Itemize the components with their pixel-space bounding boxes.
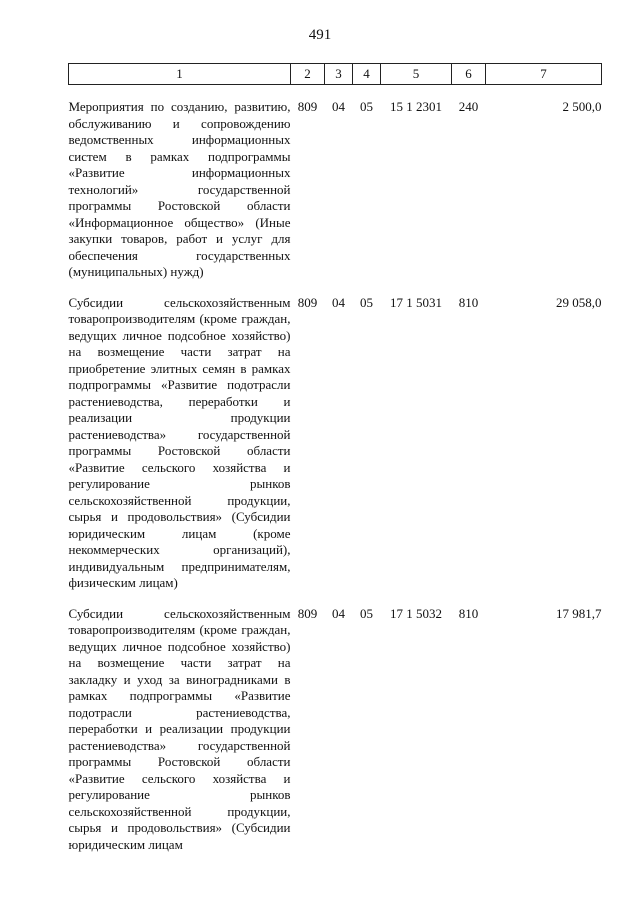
header-col-7: 7 (486, 64, 602, 85)
table-row (69, 295, 602, 592)
row-target-item: 17 1 5031 (390, 294, 442, 310)
header-col-5: 5 (381, 64, 452, 85)
budget-table (68, 63, 602, 853)
row-amount: 29 058,0 (556, 294, 602, 310)
row-expense-type: 810 (458, 294, 479, 310)
row-expense-type: 240 (458, 99, 479, 114)
header-col-1: 1 (69, 64, 291, 85)
column-number-header (69, 64, 602, 85)
row-subsection-code: 05 (360, 99, 373, 114)
row-subsection-code: 05 (360, 605, 373, 621)
row-subsection-code: 05 (360, 294, 373, 310)
row-section-code: 04 (332, 294, 345, 310)
row-section-code: 04 (332, 605, 345, 621)
header-col-6: 6 (452, 64, 486, 85)
header-col-4: 4 (353, 64, 381, 85)
row-description: Субсидии сельскохозяйственным товаропроизводителям (кроме граждан, ведущих личное подсобное хозяйство) на возмещение части затрат на приобретение элитных семян в рамках подпрограммы «Развитие подотрасли растениеводства, переработки и реализации продукции растениеводства» государственной программы Ростовской области «Развитие сельского хозяйства и регулирование рынков сельскохозяйственной продукции, сырья и продовольствия» (Субсидии юридическим лицам (кроме некоммерческих организаций), индивидуальным предпринимателям, физическим лицам) (68, 294, 291, 590)
row-section-code: 04 (332, 99, 345, 114)
table-row (69, 99, 602, 281)
header-col-3: 3 (325, 64, 353, 85)
row-amount: 17 981,7 (556, 605, 602, 621)
row-ministry-code: 809 (297, 294, 318, 310)
row-amount: 2 500,0 (562, 99, 602, 114)
row-description: Субсидии сельскохозяйственным товаропроизводителям (кроме граждан, ведущих личное подсобное хозяйство) на возмещение части затрат на закладку и уход за виноградниками в рамках подпрограммы «Развитие подотрасли растениеводства, переработки и реализации продукции растениеводства» государственной программы Ростовской области «Развитие сельского хозяйства и регулирование рынков сельскохозяйственной продукции, сырья и продовольствия» (Субсидии юридическим лицам (68, 605, 291, 852)
row-ministry-code: 809 (297, 605, 318, 621)
table-row (69, 606, 602, 854)
row-expense-type: 810 (458, 605, 479, 621)
row-description: Мероприятия по созданию, развитию, обслуживанию и сопровождению ведомственных информационных систем в рамках подпрограммы «Развитие информационных технологий» государственной программы Ростовской области «Информационное общество» (Иные закупки товаров, работ и услуг для обеспечения государственных (муниципальных) нужд) (68, 99, 291, 279)
row-target-item: 17 1 5032 (390, 605, 442, 621)
header-col-2: 2 (291, 64, 325, 85)
row-ministry-code: 809 (297, 99, 318, 114)
page-number: 491 (308, 27, 332, 43)
row-target-item: 15 1 2301 (390, 99, 442, 114)
